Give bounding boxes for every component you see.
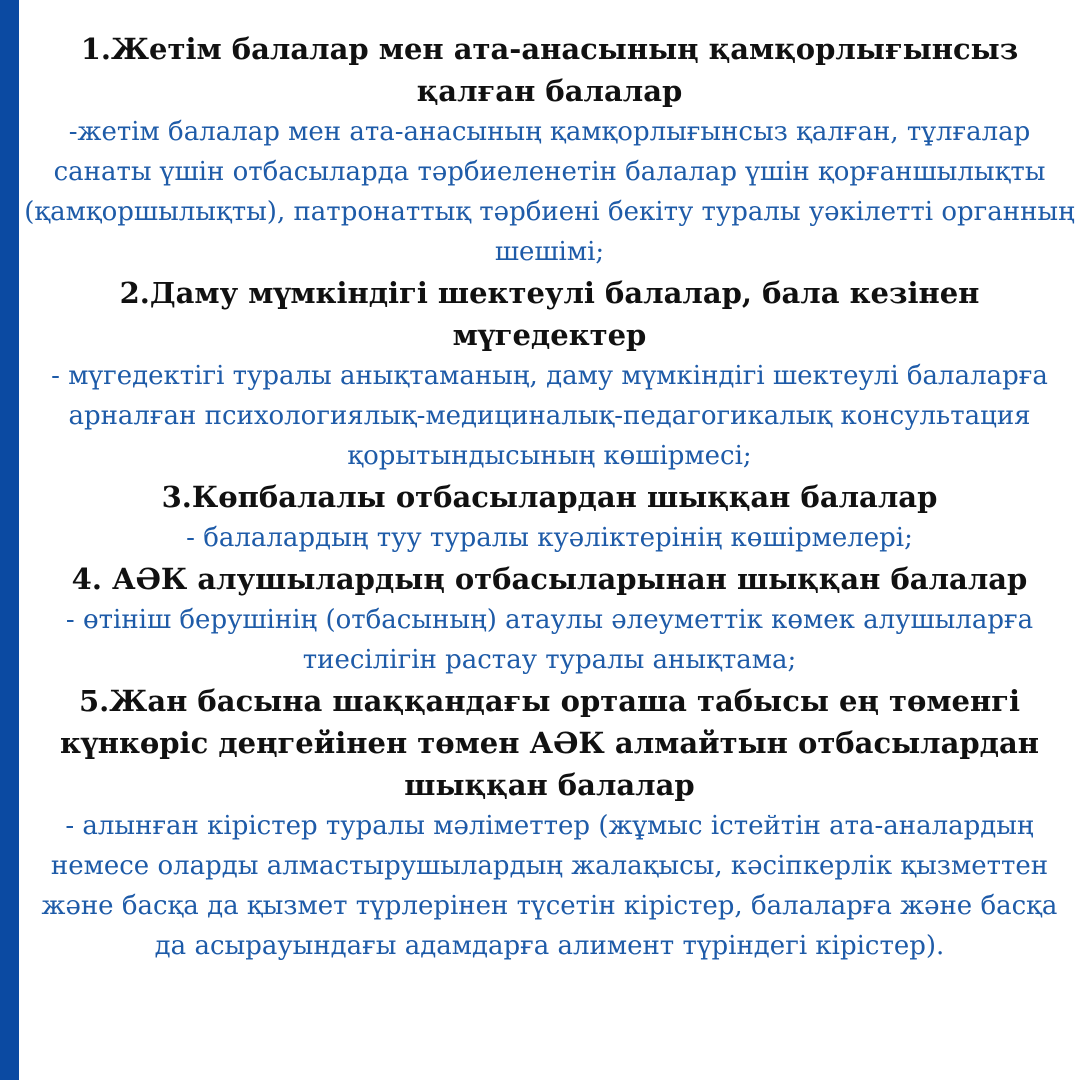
section-description: - алынған кірістер туралы мәліметтер (жұмыс істейтін ата-аналардың немесе оларды алмастырушылардың жалақысы, кәсіпкерлік қызметтен және басқа да қызмет түрлерінен түсетін кірістер, балаларға және басқа да асырауындағы адамдарға алимент түріндегі кірістер). [41, 811, 1058, 961]
section-description: - мүгедектігі туралы анықтаманың, даму мүмкіндігі шектеулі балаларға арналған психологиялық-медициналық-педагогикалық консультация қорытындысының көшірмесі; [51, 361, 1048, 471]
document-content [19, 28, 1080, 966]
section-heading: 3.Көпбалалы отбасылардан шыққан балалар [161, 480, 938, 514]
section-heading: 1.Жетім балалар мен ата-анасының қамқорлығынсыз қалған балалар [80, 32, 1019, 108]
section-heading: 2.Даму мүмкіндігі шектеулі балалар, бала кезінен мүгедектер [119, 276, 980, 352]
left-accent-stripe [0, 0, 19, 1080]
section-3 [19, 476, 1080, 558]
section-description: -жетім балалар мен ата-анасының қамқорлығынсыз қалған, тұлғалар санаты үшін отбасыларда тәрбиеленетін балалар үшін қорғаншылықты (қамқоршылықты), патронаттық тәрбиені бекіту туралы уәкілетті органның шешімі; [24, 117, 1075, 267]
section-description: - балалардың туу туралы куәліктерінің көшірмелері; [186, 523, 913, 553]
section-4 [19, 558, 1080, 680]
section-description: - өтініш берушінің (отбасының) атаулы әлеуметтік көмек алушыларға тиесілігін растау туралы анықтама; [65, 605, 1034, 675]
section-heading: 5.Жан басына шаққандағы орташа табысы ең төменгі күнкөріс деңгейінен төмен АӘК алмайтын отбасылардан шыққан балалар [59, 684, 1040, 802]
section-5 [19, 680, 1080, 966]
section-heading: 4. АӘК алушылардың отбасыларынан шыққан балалар [71, 562, 1028, 596]
section-1 [19, 28, 1080, 272]
section-2 [19, 272, 1080, 476]
